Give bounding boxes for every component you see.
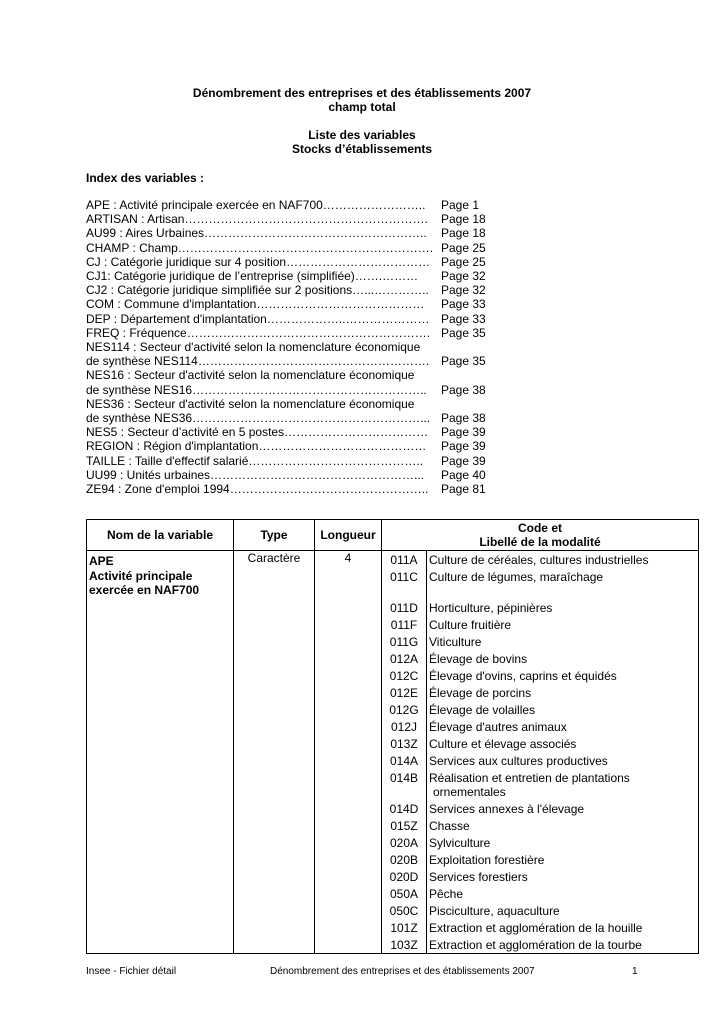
- index-item-label: CJ : Catégorie juridique sur 4 position………………………………: [86, 254, 431, 269]
- modalities-list: [382, 551, 698, 953]
- modality-code: 012G: [382, 701, 427, 718]
- modality-label-text: Services forestiers: [429, 870, 528, 884]
- header-type: Type: [234, 520, 315, 551]
- subtitle-line-2: Stocks d’établissements: [291, 142, 433, 156]
- index-item-first-line: NES36 : Secteur d'activité selon la nomenclature économique: [86, 396, 415, 411]
- modality-row: [382, 667, 698, 684]
- index-item-page: Page 35: [441, 325, 486, 340]
- modality-label: [427, 718, 699, 735]
- index-item: [86, 354, 506, 368]
- modality-code: 011A: [382, 551, 427, 568]
- index-item-label: FREQ : Fréquence…………………………………………………….: [86, 325, 431, 340]
- header-code-line-1: Code et: [517, 521, 562, 535]
- modality-row: [382, 684, 698, 701]
- modality-label-text: Culture fruitière: [429, 618, 512, 632]
- index-item: [86, 468, 506, 482]
- index-item-label: CJ2 : Catégorie juridique simplifiée sur 2 positions…...…………..: [86, 283, 429, 298]
- modality-row: [382, 936, 698, 953]
- document-title: [0, 86, 724, 114]
- index-heading: Index des variables :: [86, 171, 205, 185]
- index-item: [86, 212, 506, 226]
- modality-label-text: Extraction et agglomération de la houille: [429, 921, 643, 935]
- modality-code: 103Z: [382, 936, 427, 953]
- header-name: Nom de la variable: [87, 520, 234, 551]
- index-item: [86, 411, 506, 425]
- modality-code: 012C: [382, 667, 427, 684]
- modality-row: [382, 885, 698, 902]
- cell-variable-length: 4: [315, 551, 382, 954]
- modality-label: [427, 817, 699, 834]
- index-item-page: Page 39: [441, 425, 486, 440]
- modality-label-text: Élevage de volailles: [429, 703, 536, 717]
- modality-label-text: Pisciculture, aquaculture: [429, 904, 560, 918]
- footer-page-number: 1: [632, 966, 638, 977]
- index-item: [86, 425, 506, 439]
- modality-label-text: Élevage d'autres animaux: [429, 720, 567, 734]
- modality-row: [382, 551, 698, 568]
- modality-label-text: Élevage de bovins: [429, 652, 528, 666]
- modality-code: 020B: [382, 851, 427, 868]
- modality-code: 101Z: [382, 919, 427, 936]
- modality-code: 015Z: [382, 817, 427, 834]
- footer-left: Insee - Fichier détail: [86, 966, 177, 977]
- index-item-label: REGION : Région d'implantation……………………………………: [86, 439, 427, 454]
- modality-row: [382, 902, 698, 919]
- modality-label-continuation: ornementales: [433, 785, 506, 799]
- modality-label: [427, 851, 699, 868]
- modality-label: [427, 599, 699, 616]
- index-item-page: Page 25: [441, 254, 486, 269]
- index-item: [86, 439, 506, 453]
- table-header-row: [87, 520, 699, 551]
- title-line-2: champ total: [328, 100, 396, 114]
- modality-row: [382, 834, 698, 851]
- modality-code: 011F: [382, 616, 427, 633]
- index-item-label: DEP : Département d'implantation………………..…………………: [86, 311, 430, 326]
- index-item-label: TAILLE : Taille d'effectif salarié……………………………………..: [86, 453, 424, 468]
- index-item-label: UU99 : Unités urbaines……………………………………………...: [86, 467, 425, 482]
- index-item: [86, 198, 506, 212]
- index-item-label: ARTISAN : Artisan…………………………………………………….: [86, 212, 428, 227]
- modality-label: [427, 885, 699, 902]
- modality-label-text: Réalisation et entretien de plantations: [429, 771, 630, 785]
- index-item-label: de synthèse NES114………………………………………………….: [86, 354, 430, 369]
- modality-label-text: Extraction et agglomération de la tourbe: [429, 938, 642, 952]
- modality-row: [382, 633, 698, 650]
- index-item: [86, 269, 506, 283]
- index-item: [86, 383, 506, 397]
- index-item-label: APE : Activité principale exercée en NAF700……………………..: [86, 198, 426, 212]
- modality-code: 050A: [382, 885, 427, 902]
- index-item: [86, 283, 506, 297]
- modality-label: [427, 650, 699, 667]
- modality-row: [382, 800, 698, 817]
- index-item-label: CJ1: Catégorie juridique de l’entreprise (simplifiée)…….………: [86, 269, 419, 284]
- footer-center: Dénombrement des entreprises et des établissements 2007: [270, 966, 535, 977]
- modality-label-text: Pêche: [429, 887, 464, 901]
- index-item-page: Page 38: [441, 382, 486, 397]
- variable-desc-line-2: exercée en NAF700: [89, 583, 200, 597]
- index-item-first-line: NES114 : Secteur d'activité selon la nomenclature économique: [86, 340, 421, 355]
- modality-row: [382, 599, 698, 616]
- modality-label-text: Culture de légumes, maraîchage: [429, 570, 604, 584]
- index-item-page: Page 32: [441, 283, 486, 298]
- modality-code: 014D: [382, 800, 427, 817]
- variable-desc-line-1: Activité principale: [89, 568, 193, 583]
- index-item-page: Page 32: [441, 269, 486, 284]
- modality-label: [427, 684, 699, 701]
- index-item-page: Page 81: [441, 482, 486, 497]
- index-item-page: Page 33: [441, 311, 486, 326]
- index-item-label: AU99 : Aires Urbaines………………………………………………..: [86, 226, 427, 241]
- modality-label-text: Services aux cultures productives: [429, 754, 608, 768]
- modality-label: [427, 752, 699, 769]
- index-item-label: de synthèse NES36…………………………………………………...: [86, 411, 431, 426]
- index-item-label: CHAMP : Champ……………………………………………………….: [86, 240, 434, 255]
- modality-row: [382, 851, 698, 868]
- index-item: [86, 297, 506, 311]
- index-item: [86, 454, 506, 468]
- index-item-label: COM : Commune d'implantation……………………………………: [86, 297, 425, 312]
- index-item-label: NES5 : Secteur d’activité en 5 postes………………………………: [86, 425, 429, 440]
- modality-code: 013Z: [382, 735, 427, 752]
- modality-label: [427, 919, 699, 936]
- index-item: [86, 226, 506, 240]
- modality-label-text: Services annexes à l'élevage: [429, 802, 585, 816]
- modality-label-text: Élevage d'ovins, caprins et équidés: [429, 669, 617, 683]
- variables-table: [86, 519, 699, 954]
- index-item-page: Page 39: [441, 439, 486, 454]
- modality-label-text: Culture et élevage associés: [429, 737, 577, 751]
- modality-label: [427, 633, 699, 650]
- index-item-page: Page 1: [441, 198, 480, 212]
- index-item-page: Page 40: [441, 467, 486, 482]
- header-length: Longueur: [315, 520, 382, 551]
- modality-label-text: Sylviculture: [429, 836, 491, 850]
- modality-label: [427, 667, 699, 684]
- modality-code: 011G: [382, 633, 427, 650]
- modality-label-text: Élevage de porcins: [429, 686, 532, 700]
- index-item-page: Page 18: [441, 226, 486, 241]
- modality-row: [382, 568, 698, 599]
- modality-label-text: Horticulture, pépinières: [429, 601, 553, 615]
- modality-row: [382, 718, 698, 735]
- header-code-line-2: Libellé de la modalité: [479, 535, 601, 549]
- index-item: [86, 312, 506, 326]
- modality-code: 014A: [382, 752, 427, 769]
- modality-row: [382, 868, 698, 885]
- modality-row: [382, 919, 698, 936]
- index-item-page: Page 18: [441, 212, 486, 227]
- index-item-first-line: NES16 : Secteur d'activité selon la nomenclature économique: [86, 368, 415, 383]
- modality-label: [427, 800, 699, 817]
- modality-label: [427, 834, 699, 851]
- cell-variable-name: [87, 551, 234, 954]
- header-code: [382, 520, 699, 551]
- modality-label: [427, 936, 699, 953]
- modality-row: [382, 701, 698, 718]
- modality-label: [427, 568, 699, 599]
- index-item-label: ZE94 : Zone d'emploi 1994…………………………………………..: [86, 482, 429, 497]
- modality-label-text: Chasse: [429, 819, 470, 833]
- modality-code: 050C: [382, 902, 427, 919]
- modality-code: 012E: [382, 684, 427, 701]
- index-item-page: Page 35: [441, 354, 486, 369]
- modality-code: 020D: [382, 868, 427, 885]
- modality-row: [382, 769, 698, 800]
- modality-row: [382, 616, 698, 633]
- cell-variable-type: Caractère: [234, 551, 315, 954]
- modality-label: [427, 735, 699, 752]
- variable-code: APE: [89, 554, 114, 568]
- modality-row: [382, 817, 698, 834]
- modality-code: 014B: [382, 769, 427, 800]
- index-item: [86, 482, 506, 496]
- modality-code: 012A: [382, 650, 427, 667]
- modality-label: [427, 868, 699, 885]
- index-item-page: Page 25: [441, 240, 486, 255]
- modality-label: [427, 701, 699, 718]
- modality-label-text: Viticulture: [429, 635, 482, 649]
- index-item-page: Page 39: [441, 453, 486, 468]
- cell-modalities: [382, 551, 699, 954]
- modality-code: 011C: [382, 568, 427, 599]
- subtitle-line-1: Liste des variables: [308, 128, 416, 142]
- modality-code: 020A: [382, 834, 427, 851]
- modality-row: [382, 752, 698, 769]
- modality-label: [427, 616, 699, 633]
- table-row: [87, 551, 699, 954]
- variable-index: [86, 198, 506, 496]
- index-item-page: Page 38: [441, 411, 486, 426]
- document-subtitle: [0, 128, 724, 156]
- index-item: [86, 241, 506, 255]
- index-item: [86, 255, 506, 269]
- modality-label-text: Exploitation forestière: [429, 853, 545, 867]
- modality-code: 012J: [382, 718, 427, 735]
- modality-label: [427, 902, 699, 919]
- index-item: [86, 326, 506, 340]
- modality-label: [427, 551, 699, 568]
- title-line-1: Dénombrement des entreprises et des établissements 2007: [192, 86, 532, 100]
- modality-label-text: Culture de céréales, cultures industrielles: [429, 553, 649, 567]
- modality-row: [382, 735, 698, 752]
- index-item-label: de synthèse NES16…………………………………………………..: [86, 382, 427, 397]
- modality-label: [427, 769, 699, 800]
- modality-code: 011D: [382, 599, 427, 616]
- index-item-page: Page 33: [441, 297, 486, 312]
- modality-row: [382, 650, 698, 667]
